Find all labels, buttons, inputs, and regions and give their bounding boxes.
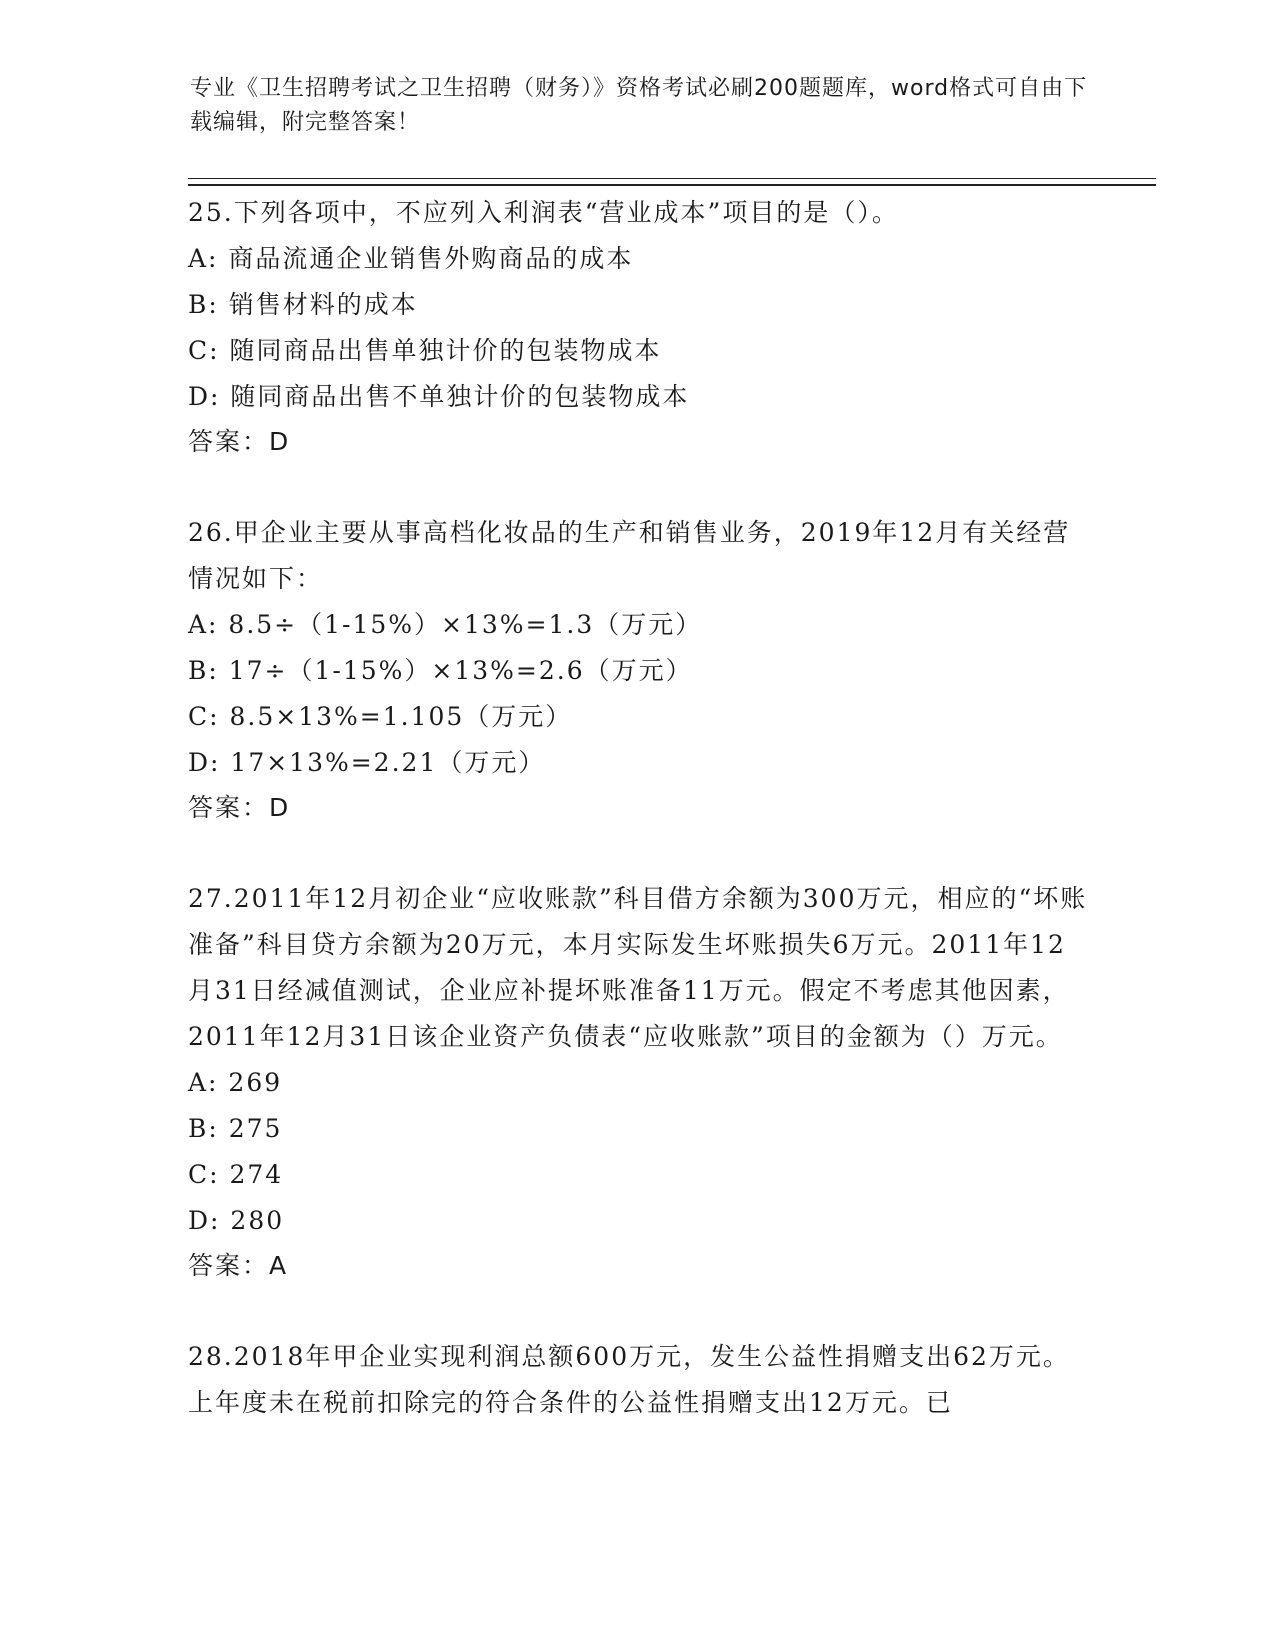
option-b: B: 17÷（1-15%）×13%=2.6（万元）	[188, 656, 693, 685]
answer: 答案：A	[188, 1251, 289, 1280]
option-c: C: 随同商品出售单独计价的包装物成本	[188, 336, 662, 365]
option-a: A: 8.5÷（1-15%）×13%=1.3（万元）	[188, 610, 703, 639]
header-rule-thin	[188, 178, 1156, 179]
header-rule-thick	[188, 184, 1156, 186]
option-a: A: 商品流通企业销售外购商品的成本	[188, 244, 634, 273]
question-28	[188, 1334, 1088, 1426]
question-stem: 26.甲企业主要从事高档化妆品的生产和销售业务，2019年12月有关经营情况如下：	[188, 518, 1071, 593]
answer: 答案：D	[188, 427, 291, 456]
answer: 答案：D	[188, 793, 291, 822]
option-c: C: 274	[188, 1160, 284, 1189]
option-d: D: 随同商品出售不单独计价的包装物成本	[188, 382, 690, 411]
document-header: 专业《卫生招聘考试之卫生招聘（财务）》资格考试必刷200题题库，word格式可自由下载编辑，附完整答案！	[190, 76, 1088, 135]
option-b: B: 销售材料的成本	[188, 290, 418, 319]
option-b: B: 275	[188, 1114, 283, 1143]
question-stem: 28.2018年甲企业实现利润总额600万元，发生公益性捐赠支出62万元。上年度未在税前扣除完的符合条件的公益性捐赠支出12万元。已	[188, 1342, 1070, 1417]
question-27	[188, 876, 1088, 1288]
question-list	[188, 190, 1088, 1426]
question-stem: 25.下列各项中，不应列入利润表“营业成本”项目的是（）。	[188, 198, 899, 227]
option-a: A: 269	[188, 1068, 283, 1097]
option-c: C: 8.5×13%=1.105（万元）	[188, 702, 573, 731]
option-d: D: 280	[188, 1206, 285, 1235]
question-25	[188, 190, 1088, 464]
option-d: D: 17×13%=2.21（万元）	[188, 748, 546, 777]
question-26	[188, 510, 1088, 830]
question-stem: 27.2011年12月初企业“应收账款”科目借方余额为300万元，相应的“坏账准备”科目贷方余额为20万元，本月实际发生坏账损失6万元。2011年12月31日经减值测试，企业应补提坏账准备11万元。假定不考虑其他因素，2011年12月31日该企业资产负债表“应收账款”项目的金额为（）万元。	[188, 884, 1088, 1051]
